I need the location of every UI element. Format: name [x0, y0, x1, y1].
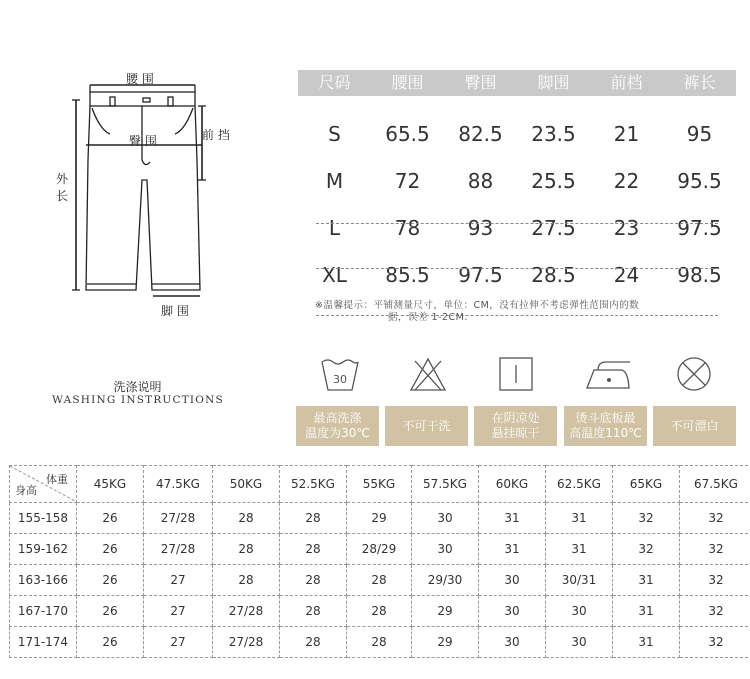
size-cell: 29	[412, 596, 479, 627]
wash-label-5	[653, 406, 736, 446]
size-cell: 28	[347, 596, 412, 627]
size-cell: 31	[546, 534, 613, 565]
size-cell: 30	[479, 627, 546, 658]
wash-label-2-line1: 不可干洗	[402, 418, 451, 433]
size-cell: 28	[213, 565, 280, 596]
line-dry-shade-icon	[494, 352, 538, 396]
washing-title: 洗涤说明	[113, 380, 162, 394]
weight-header: 50KG	[213, 466, 280, 503]
height-cell: 159-162	[10, 534, 77, 565]
size-cell: 30	[546, 596, 613, 627]
size-cell: 31	[546, 503, 613, 534]
cell: 22	[613, 168, 640, 193]
size-cell: 28	[347, 565, 412, 596]
size-note-line-2: 据，误差 1-2CM.	[388, 312, 468, 323]
wash-label-1-line1: 最高洗涤	[313, 411, 362, 425]
cell: 23.5	[531, 121, 576, 146]
size-cell: 32	[680, 627, 750, 658]
size-cell: 31	[613, 627, 680, 658]
size-cell: 30	[412, 503, 479, 534]
height-cell: 163-166	[10, 565, 77, 596]
size-chart-header	[298, 70, 736, 96]
size-note	[315, 300, 735, 324]
row-divider	[316, 268, 718, 269]
size-cell: 27	[144, 596, 213, 627]
size-cell: 27/28	[213, 627, 280, 658]
header-length: 裤长	[683, 73, 716, 92]
size-row-s	[298, 110, 736, 157]
size-cell: 32	[680, 534, 750, 565]
size-cell: 32	[680, 503, 750, 534]
corner-weight-label: 体重	[46, 473, 68, 486]
cell: 78	[394, 215, 421, 240]
wash-label-5-line1: 不可漂白	[670, 418, 719, 433]
height-cell: 171-174	[10, 627, 77, 658]
size-cell: 30/31	[546, 565, 613, 596]
cell: 21	[613, 121, 640, 146]
cell: 93	[467, 215, 494, 240]
size-cell: 31	[613, 565, 680, 596]
size-cell: 26	[77, 627, 144, 658]
cell: 25.5	[531, 168, 576, 193]
cell: 82.5	[458, 121, 503, 146]
wash-label-3	[474, 406, 557, 446]
table-row	[10, 503, 750, 534]
cell: 97.5	[458, 262, 503, 287]
cell: 72	[394, 168, 421, 193]
wash-label-4	[564, 406, 647, 446]
wash-30-icon	[318, 352, 362, 396]
size-cell: 32	[613, 503, 680, 534]
size-cell: 32	[680, 565, 750, 596]
hip-label: 臀 围	[129, 134, 157, 148]
size-cell: 28	[280, 534, 347, 565]
size-cell: 28/29	[347, 534, 412, 565]
size-row-l	[298, 204, 736, 251]
cell: M	[325, 168, 344, 193]
cell: XL	[322, 262, 347, 287]
size-cell: 26	[77, 534, 144, 565]
cell: 95	[686, 121, 713, 146]
cell: 27.5	[531, 215, 576, 240]
wash-label-1-line2: 温度为30℃	[305, 426, 370, 440]
table-row	[10, 534, 750, 565]
corner-height-label: 身高	[15, 484, 37, 497]
table-row	[10, 627, 750, 658]
washing-subtitle: WASHING INSTRUCTIONS	[52, 394, 224, 406]
size-cell: 27	[144, 627, 213, 658]
size-cell: 29	[412, 627, 479, 658]
cell: 28.5	[531, 262, 576, 287]
weight-header-row	[10, 466, 750, 503]
size-chart	[298, 70, 736, 298]
size-cell: 27/28	[144, 503, 213, 534]
weight-header: 57.5KG	[412, 466, 479, 503]
cell: 85.5	[385, 262, 430, 287]
size-cell: 31	[479, 503, 546, 534]
cell: 97.5	[677, 215, 722, 240]
leg-opening-label: 脚 围	[161, 304, 189, 318]
height-cell: 155-158	[10, 503, 77, 534]
size-cell: 28	[280, 627, 347, 658]
wash-label-3-line2: 悬挂晾干	[491, 426, 540, 440]
size-cell: 28	[347, 627, 412, 658]
weight-header: 65KG	[613, 466, 680, 503]
shorts-drawing	[50, 70, 240, 320]
size-row-m	[298, 157, 736, 204]
cell: L	[328, 215, 341, 240]
wash-label-1	[296, 406, 379, 446]
table-row	[10, 565, 750, 596]
size-cell: 28	[213, 503, 280, 534]
row-divider	[316, 223, 718, 224]
size-cell: 30	[479, 565, 546, 596]
size-cell: 30	[412, 534, 479, 565]
header-hip: 臀围	[464, 73, 497, 92]
size-cell: 31	[613, 596, 680, 627]
header-size: 尺码	[318, 73, 351, 92]
outseam-label-2: 长	[56, 189, 69, 203]
waist-label: 腰 围	[126, 72, 154, 86]
weight-header: 45KG	[77, 466, 144, 503]
wash-label-3-line1: 在阴凉处	[491, 411, 540, 425]
cell: 23	[613, 215, 640, 240]
size-cell: 31	[479, 534, 546, 565]
outseam-label-1: 外	[56, 172, 69, 186]
cell: S	[328, 121, 341, 146]
size-cell: 29	[347, 503, 412, 534]
size-cell: 28	[280, 503, 347, 534]
no-dry-clean-icon	[406, 352, 450, 396]
weight-header: 60KG	[479, 466, 546, 503]
size-cell: 28	[280, 565, 347, 596]
weight-header: 67.5KG	[680, 466, 750, 503]
size-note-line-1: ※温馨提示：平铺测量尺寸，单位：CM，没有拉伸不考虑弹性范围内的数	[315, 300, 640, 311]
weight-header: 55KG	[347, 466, 412, 503]
cell: 88	[467, 168, 494, 193]
size-cell: 28	[213, 534, 280, 565]
corner-cell	[10, 466, 77, 503]
size-cell: 32	[680, 596, 750, 627]
no-bleach-icon	[672, 352, 716, 396]
size-cell: 29/30	[412, 565, 479, 596]
weight-height-table	[9, 465, 750, 658]
wash-label-2	[385, 406, 468, 446]
cell: 98.5	[677, 262, 722, 287]
header-leg-opening: 脚围	[537, 73, 570, 92]
size-cell: 28	[280, 596, 347, 627]
header-waist: 腰围	[391, 73, 424, 92]
size-cell: 27/28	[144, 534, 213, 565]
wash-label-4-line2: 高温度110℃	[569, 426, 642, 440]
measurement-diagram	[50, 70, 240, 320]
size-cell: 26	[77, 503, 144, 534]
size-cell: 27	[144, 565, 213, 596]
cell: 24	[613, 262, 640, 287]
cell: 95.5	[677, 168, 722, 193]
height-cell: 167-170	[10, 596, 77, 627]
size-cell: 32	[613, 534, 680, 565]
size-cell: 27/28	[213, 596, 280, 627]
size-cell: 26	[77, 596, 144, 627]
size-row-xl	[298, 251, 736, 298]
wash-label-4-line1: 烫斗底板最	[575, 411, 636, 425]
size-cell: 30	[479, 596, 546, 627]
rise-label: 前 挡	[202, 128, 230, 142]
size-cell: 30	[546, 627, 613, 658]
iron-110-icon	[584, 352, 628, 396]
wash-temp-text: 30	[333, 373, 347, 386]
weight-header: 62.5KG	[546, 466, 613, 503]
weight-header: 47.5KG	[144, 466, 213, 503]
size-cell: 26	[77, 565, 144, 596]
table-row	[10, 596, 750, 627]
cell: 65.5	[385, 121, 430, 146]
header-rise: 前档	[610, 73, 643, 92]
weight-header: 52.5KG	[280, 466, 347, 503]
